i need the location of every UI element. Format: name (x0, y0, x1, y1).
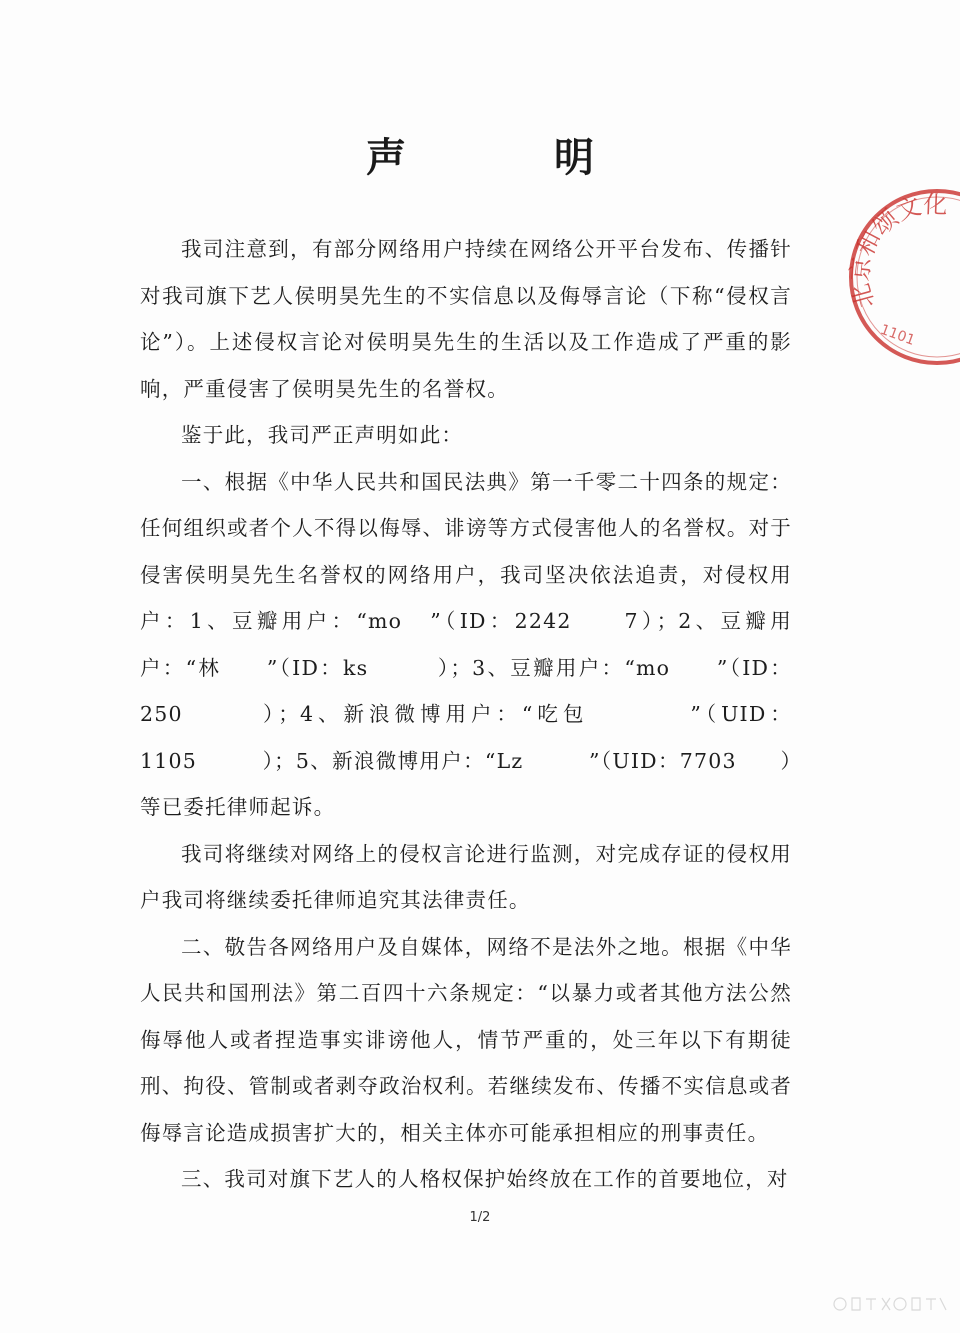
paragraph-criminal-law: 二、敬告各网络用户及自媒体，网络不是法外之地。根据《中华人民共和国刑法》第二百四十六条规定：“以暴力或者其他方法公然侮辱他人或者捏造事实诽谤他人，情节严重的，处三年以下有期徒刑、拘役、管制或者剥夺政治权利。若继续发布、传播不实信息或者侮辱言论造成损害扩大的，相关主体亦可能承担相应的刑事责任。 (140, 934, 792, 1145)
paragraph-civil-code: 一、根据《中华人民共和国民法典》第一千零二十四条的规定：任何组织或者个人不得以侮辱、诽谤等方式侵害他人的名誉权。对于侵害侯明昊先生名誉权的网络用户，我司坚决依法追责，对侵权用户：1、豆瓣用户：“mo ”（ID：2242 7）；2、豆瓣用户：“林 ”（ID：ks ）；3、豆瓣用户：“mo ”（ID：250 ）；4、新浪微博用户：“吃包 ”（UID：1105 ）；5、新浪微博用户：“Lz ”（UID：7703 ）等已委托律师起诉。 (140, 469, 792, 819)
paragraph-notice: 我司注意到，有部分网络用户持续在网络公开平台发布、传播针对我司旗下艺人侯明昊先生的不实信息以及侮辱言论（下称“侵权言论”）。上述侵权言论对侯明昊先生的生活以及工作造成了严重的影响，严重侵害了侯明昊先生的名誉权。 (140, 237, 792, 401)
company-seal-icon (845, 185, 960, 370)
paragraph-declaration-intro: 鉴于此，我司严正声明如此： (181, 423, 464, 447)
seal-number: 1101 (877, 321, 917, 349)
paragraph-personality-rights: 三、我司对旗下艺人的人格权保护始终放在工作的首要地位，对 (181, 1167, 789, 1191)
watermark-icon (830, 1293, 948, 1315)
page-number: 1/2 (469, 1210, 491, 1225)
seal-text-path: 北京和颂文化 (845, 190, 948, 312)
document-body (140, 226, 792, 1203)
document-title: 声 明 (366, 135, 648, 181)
seal-text (846, 190, 948, 311)
paragraph-monitoring: 我司将继续对网络上的侵权言论进行监测，对完成存证的侵权用户我司将继续委托律师追究其法律责任。 (140, 841, 792, 912)
